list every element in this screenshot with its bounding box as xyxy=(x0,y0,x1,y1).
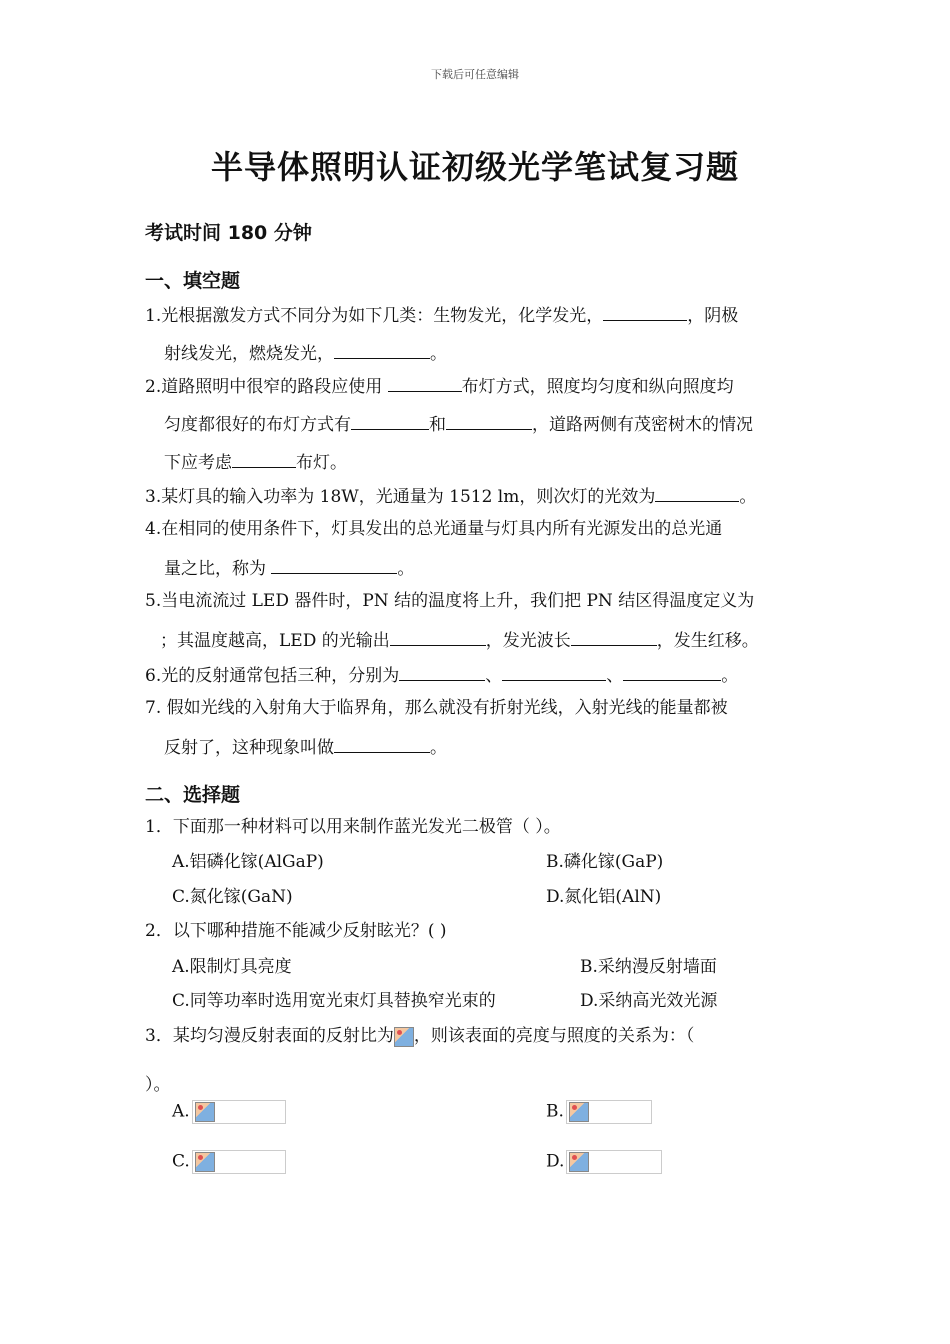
formula-box xyxy=(566,1150,662,1174)
formula-image-icon xyxy=(394,1027,414,1047)
blank xyxy=(502,662,606,681)
s2-q3-option-a: A. xyxy=(172,1100,286,1124)
page-title: 半导体照明认证初级光学笔试复习题 xyxy=(210,148,739,186)
blank xyxy=(603,302,687,321)
s1-q7-line1: 7. 假如光线的入射角大于临界角，那么就没有折射光线，入射光线的能量都被 xyxy=(145,698,728,718)
formula-image-icon xyxy=(569,1102,589,1122)
blank xyxy=(232,449,296,468)
s1-q2-line3: 下应考虑 布灯。 xyxy=(164,449,347,474)
blank xyxy=(655,483,739,502)
s2-q1-option-c: C.氮化镓(GaN) xyxy=(172,887,293,907)
s1-q4-line2: 量之比，称为 。 xyxy=(164,555,414,580)
s2-q3-stem-end: ）。 xyxy=(145,1075,171,1095)
blank xyxy=(390,627,486,646)
formula-box xyxy=(566,1100,652,1124)
s1-q1-line2: 射线发光，燃烧发光， 。 xyxy=(164,340,447,365)
s1-q2-line1: 2.道路照明中很窄的路段应使用 布灯方式，照度均匀度和纵向照度均 xyxy=(145,373,734,398)
formula-box xyxy=(192,1150,286,1174)
s2-q3-option-d: D. xyxy=(546,1150,662,1174)
blank xyxy=(271,555,397,574)
s2-q1-stem: 1．下面那一种材料可以用来制作蓝光发光二极管（ ）。 xyxy=(145,817,561,837)
s1-q5-line2: ；其温度越高，LED 的光输出 ，发光波长 ，发生红移。 xyxy=(160,627,759,652)
blank xyxy=(399,662,485,681)
s1-q1-line1: 1.光根据激发方式不同分为如下几类：生物发光，化学发光， ，阴极 xyxy=(145,302,738,327)
formula-box xyxy=(192,1100,286,1124)
s1-q2-line2: 匀度都很好的布灯方式有 和 ，道路两侧有茂密树木的情况 xyxy=(164,411,753,436)
blank xyxy=(388,373,462,392)
s1-q5-line1: 5.当电流流过 LED 器件时，PN 结的温度将上升，我们把 PN 结区得温度定义为 xyxy=(145,591,755,611)
s2-q3-option-b: B. xyxy=(546,1100,652,1124)
blank xyxy=(351,411,429,430)
s2-q2-stem: 2．以下哪种措施不能减少反射眩光？( ) xyxy=(145,921,447,941)
section2-heading: 二、选择题 xyxy=(145,784,241,806)
s1-q7-line2: 反射了，这种现象叫做 。 xyxy=(164,734,447,759)
blank xyxy=(623,662,721,681)
s2-q3-stem: 3．某均匀漫反射表面的反射比为 ，则该表面的亮度与照度的关系为：（ xyxy=(145,1026,695,1046)
formula-image-icon xyxy=(195,1152,215,1172)
blank xyxy=(334,734,430,753)
s1-q6-line1: 6.光的反射通常包括三种，分别为 、 、 。 xyxy=(145,662,738,687)
blank xyxy=(334,340,430,359)
formula-image-icon xyxy=(569,1152,589,1172)
s2-q3-option-c: C. xyxy=(172,1150,286,1174)
blank xyxy=(446,411,532,430)
s2-q2-option-a: A.限制灯具亮度 xyxy=(172,957,292,977)
exam-time: 考试时间 180 分钟 xyxy=(145,222,312,244)
section1-heading: 一、填空题 xyxy=(145,270,241,292)
s2-q2-option-d: D.采纳高光效光源 xyxy=(580,991,718,1011)
s2-q1-option-d: D.氮化铝(AlN) xyxy=(546,887,662,907)
s2-q1-option-a: A.铝磷化镓(AlGaP) xyxy=(172,852,324,872)
s1-q3-line1: 3.某灯具的输入功率为 18W，光通量为 1512 lm，则次灯的光效为 。 xyxy=(145,483,756,508)
header-note: 下载后可任意编辑 xyxy=(431,68,519,81)
s1-q4-line1: 4.在相同的使用条件下，灯具发出的总光通量与灯具内所有光源发出的总光通 xyxy=(145,519,723,539)
blank xyxy=(571,627,657,646)
s2-q2-option-b: B.采纳漫反射墙面 xyxy=(580,957,717,977)
formula-image-icon xyxy=(195,1102,215,1122)
s2-q1-option-b: B.磷化镓(GaP) xyxy=(546,852,664,872)
s2-q2-option-c: C.同等功率时选用宽光束灯具替换窄光束的 xyxy=(172,991,496,1011)
